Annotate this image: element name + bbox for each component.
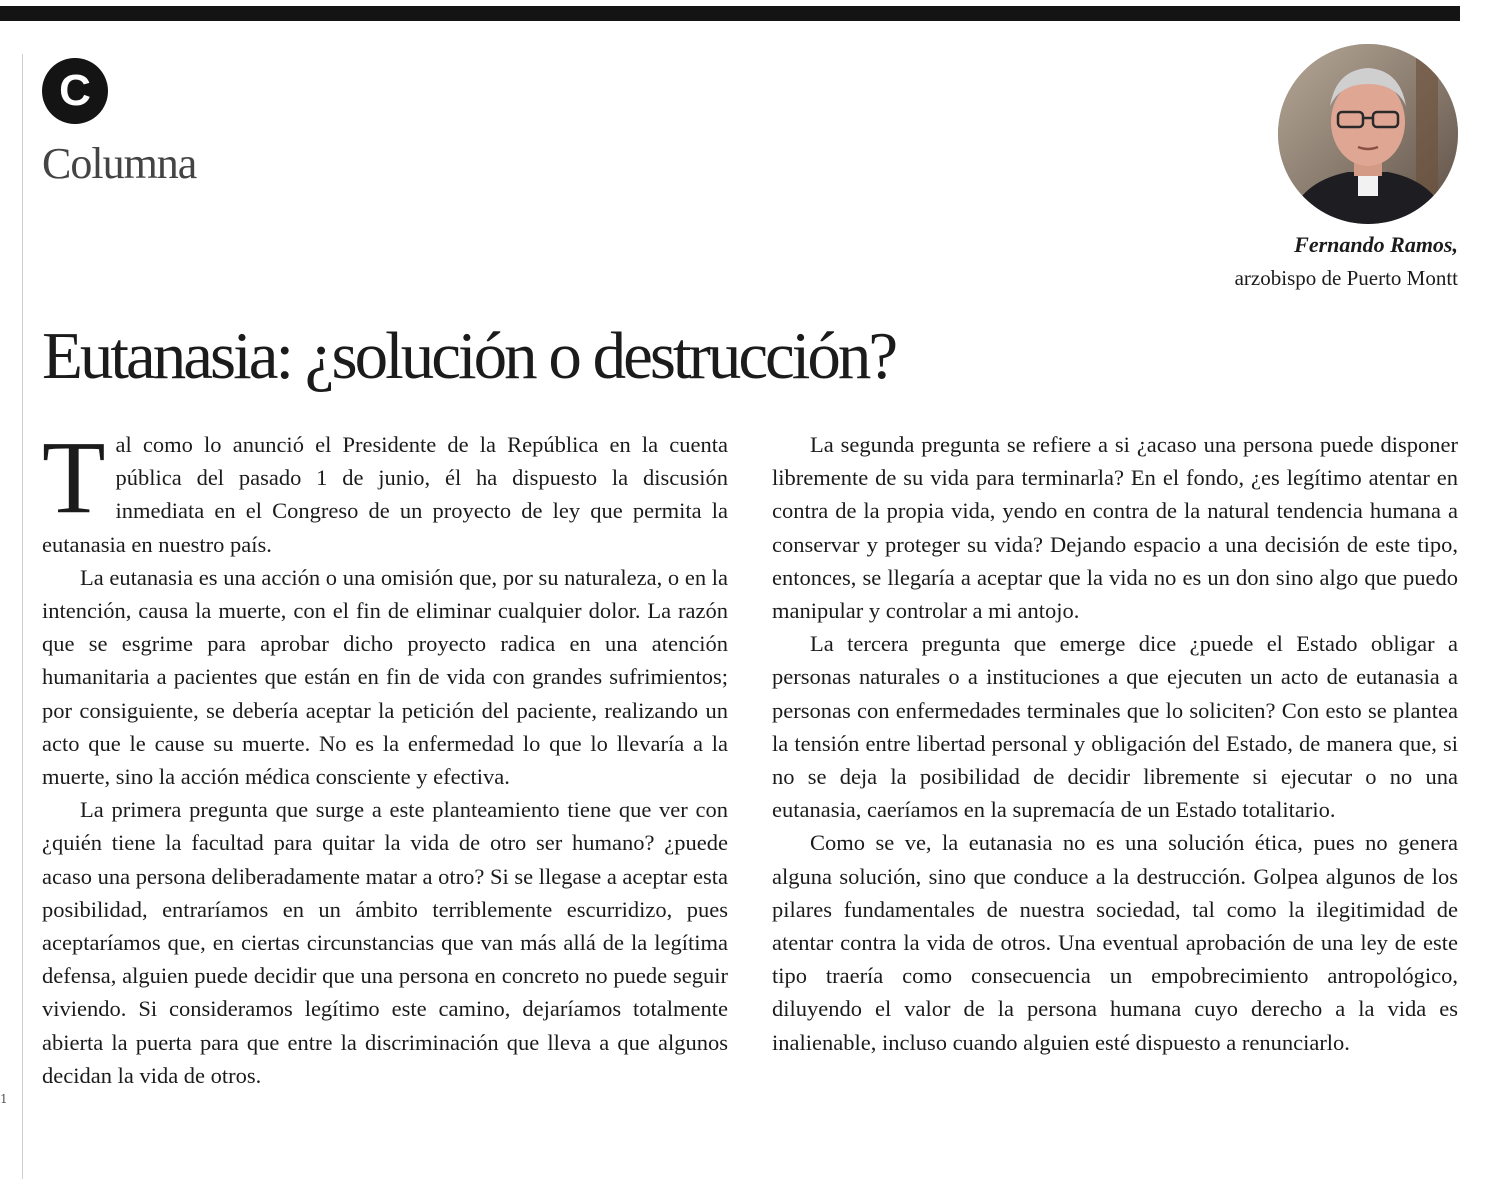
article-column-left xyxy=(42,420,728,1092)
left-margin-rule xyxy=(22,54,23,1179)
article-paragraph: La segunda pregunta se refiere a si ¿acaso una persona puede disponer libremente de su vida para terminarla? En el fondo, ¿es legítimo atentar en contra de la propia vida, yendo en contra de la natural tendencia humana a conservar y proteger su vida? Dejando espacio a una decisión de este tipo, entonces, se llegaría a aceptar que la vida no es un don sino algo que puedo manipular y controlar a mi antojo. xyxy=(772,432,1458,624)
article-paragraph xyxy=(42,420,728,561)
article-paragraph: La eutanasia es una acción o una omisión que, por su naturaleza, o en la intención, causa la muerte, con el fin de eliminar cualquier dolor. La razón que se esgrime para aprobar dicho proyecto radica en una atención humanitaria a pacientes que están en fin de vida con grandes sufrimientos; por consiguiente, se debería aceptar la petición del paciente, realizando un acto que le cause su muerte. No es la enfermedad lo que lo llevaría a la muerte, sino la acción médica consciente y efectiva. xyxy=(42,564,728,790)
edge-mark: 1 xyxy=(0,1092,8,1106)
article-paragraph: La primera pregunta que surge a este planteamiento tiene que ver con ¿quién tiene la facultad para quitar la vida de otro ser humano? ¿puede acaso una persona deliberadamente matar a otro? Si se llegase a aceptar esta posibilidad, entraríamos en un ámbito terriblemente escurridizo, pues aceptaríamos que, en ciertas circunstancias que van más allá de la legítima defensa, alguien puede decidir que una persona en concreto no puede seguir viviendo. Si consideramos legítimo este camino, dejaríamos totalmente abierta la puerta para que entre la discriminación que lleva a que algunos decidan la vida de otros. xyxy=(42,797,728,1088)
section-label: Columna xyxy=(42,139,197,188)
author-title: arzobispo de Puerto Montt xyxy=(1234,266,1458,290)
article-column-right xyxy=(772,428,1458,1059)
author-photo xyxy=(1278,44,1458,224)
top-rule xyxy=(0,6,1460,21)
drop-cap: T xyxy=(42,420,106,535)
author-portrait-illustration xyxy=(1278,44,1458,224)
author-name: Fernando Ramos, xyxy=(1294,232,1458,257)
article-paragraph: La tercera pregunta que emerge dice ¿puede el Estado obligar a personas naturales o a instituciones a que ejecuten un acto de eutanasia a personas con enfermedades terminales que lo soliciten? Con esto se plantea la tensión entre libertad personal y obligación del Estado, de manera que, si no se deja la posibilidad de decidir libremente si ejecutar o no una eutanasia, caeríamos en la supremacía de un Estado totalitario. xyxy=(772,631,1458,823)
article-headline: Eutanasia: ¿solución o destrucción? xyxy=(42,319,896,393)
section-badge: C xyxy=(42,58,108,124)
article-paragraph-text: al como lo anunció el Presidente de la República en la cuenta pública del pasado 1 de junio, él ha dispuesto la discusión inmediata en el Congreso de un proyecto de ley que permita la eutanasia en nuestro país. xyxy=(42,432,728,557)
article-paragraph: Como se ve, la eutanasia no es una solución ética, pues no genera alguna solución, sino que conduce a la destrucción. Golpea algunos de los pilares fundamentales de nuestra sociedad, tal como la ilegitimidad de atentar contra la vida de otros. Una eventual aprobación de una ley de este tipo traería como consecuencia un empobrecimiento antropológico, diluyendo el valor de la persona humana cuyo derecho a la vida es inalienable, incluso cuando alguien esté dispuesto a renunciarlo. xyxy=(772,830,1458,1055)
